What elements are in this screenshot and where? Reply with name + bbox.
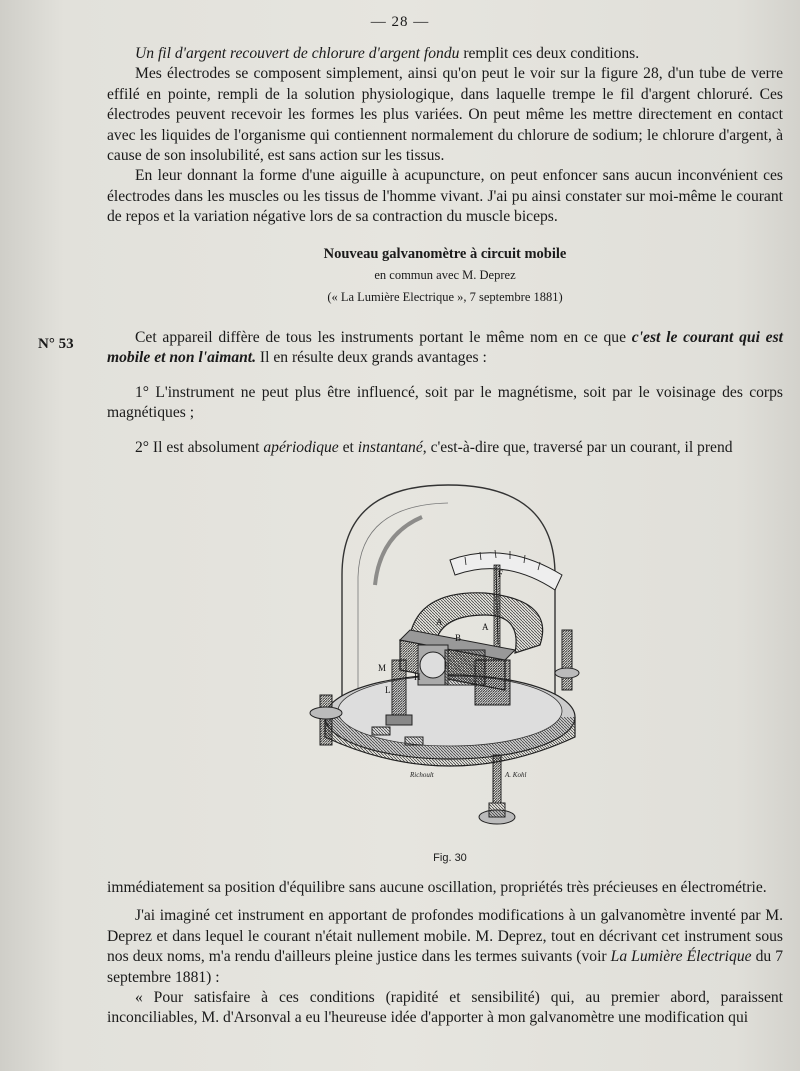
engraver-right: A. Kohl: [505, 771, 527, 779]
para4-start: Cet appareil diffère de tous les instruments portant le même nom en ce que: [135, 329, 632, 346]
fig-label-l: L: [385, 685, 391, 695]
paragraph-5: immédiatement sa position d'équilibre sans aucune oscillation, propriétés très précieuses en électrométrie.: [107, 879, 767, 896]
paragraph-7: « Pour satisfaire à ces conditions (rapidité et sensibilité) qui, au premier abord, paraissent inconciliables, M. d'Arsonval a eu l'heureuse idée d'apporter à mon galvanomètre une modification qui: [107, 989, 783, 1027]
galvanometer-engraving: [300, 465, 600, 840]
italic-bold-phrase: c'est le courant qui est mobile et non l'aimant.: [107, 329, 783, 367]
text-block-middle: [107, 328, 783, 458]
page-number: — 28 —: [370, 14, 430, 30]
text-block-bottom: [107, 878, 783, 1029]
paragraph-1-rest: remplit ces deux conditions.: [459, 45, 640, 62]
engraver-left: Richoult: [410, 771, 434, 779]
list-item-1: 1° L'instrument ne peut plus être influencé, soit par le magnétisme, soit par le voisinage des corps magnétiques ;: [107, 383, 783, 422]
item2-mid: et: [338, 438, 358, 456]
fig-label-h: H: [414, 672, 421, 682]
text-block-top: [107, 44, 783, 228]
fig-label-f: F: [498, 569, 504, 579]
item2-end: , c'est-à-dire que, traversé par un courant, il prend: [422, 438, 733, 456]
fig-label-m: M: [378, 663, 387, 673]
fig-label-a1: A: [436, 617, 443, 627]
section-reference: (« La Lumière Electrique », 7 septembre 1881): [327, 290, 563, 304]
para6-end: du 7 septembre 1881) :: [107, 948, 784, 986]
paragraph-3: En leur donnant la forme d'une aiguille à acupuncture, on peut enfoncer sans aucun inconvénient ces électrodes dans les muscles ou les tissus de l'homme vivant. J'ai pu ainsi constater sur moi-même le courant de repos et la variation négative lors de sa contraction du muscle biceps.: [107, 167, 783, 226]
figure-caption: Fig. 30: [433, 852, 467, 864]
para6-italic: La Lumière Électrique: [610, 948, 752, 966]
section-title: Nouveau galvanomètre à circuit mobile: [323, 246, 567, 262]
fig-label-b: B: [455, 633, 462, 643]
para4-end: Il en résulte deux grands avantages :: [256, 349, 487, 367]
item2-italic-1: apériodique: [263, 438, 339, 456]
italic-lead: Un fil d'argent recouvert de chlorure d'argent fondu: [135, 45, 460, 62]
fig-label-a2: A: [482, 622, 489, 632]
margin-number: N° 53: [38, 336, 74, 352]
paragraph-2: Mes électrodes se composent simplement, ainsi qu'on peut le voir sur la figure 28, d'un tube de verre effilé en pointe, rempli de la solution physiologique, dans laquelle trempe le fil d'argent chloruré. Ces électrodes peuvent recevoir les formes les plus variées. On peut même les mettre directement en contact avec les liquides de l'organisme qui contiennent normalement du chlorure de sodium; le chlorure d'argent, à cause de son insolubilité, est sans action sur les tissus.: [107, 65, 783, 165]
paragraph-4: [107, 328, 783, 369]
item2-italic-2: instantané: [357, 438, 423, 456]
item2-start: 2° Il est absolument: [135, 438, 264, 456]
paragraph-6: [107, 906, 783, 988]
galvanometer-illustration: [300, 465, 600, 840]
list-item-2: [107, 438, 783, 458]
paragraph-1: [107, 44, 783, 64]
section-subtitle: en commun avec M. Deprez: [374, 268, 516, 282]
para6-start: J'ai imaginé cet instrument en apportant de profondes modifications à un galvanomètre inventé par M. Deprez et dans lequel le courant n'était nullement mobile. M. Deprez, tout en décrivant cet instrument sous nos deux noms, m'a rendu d'ailleurs pleine justice dans les termes suivants (voir: [107, 907, 783, 966]
